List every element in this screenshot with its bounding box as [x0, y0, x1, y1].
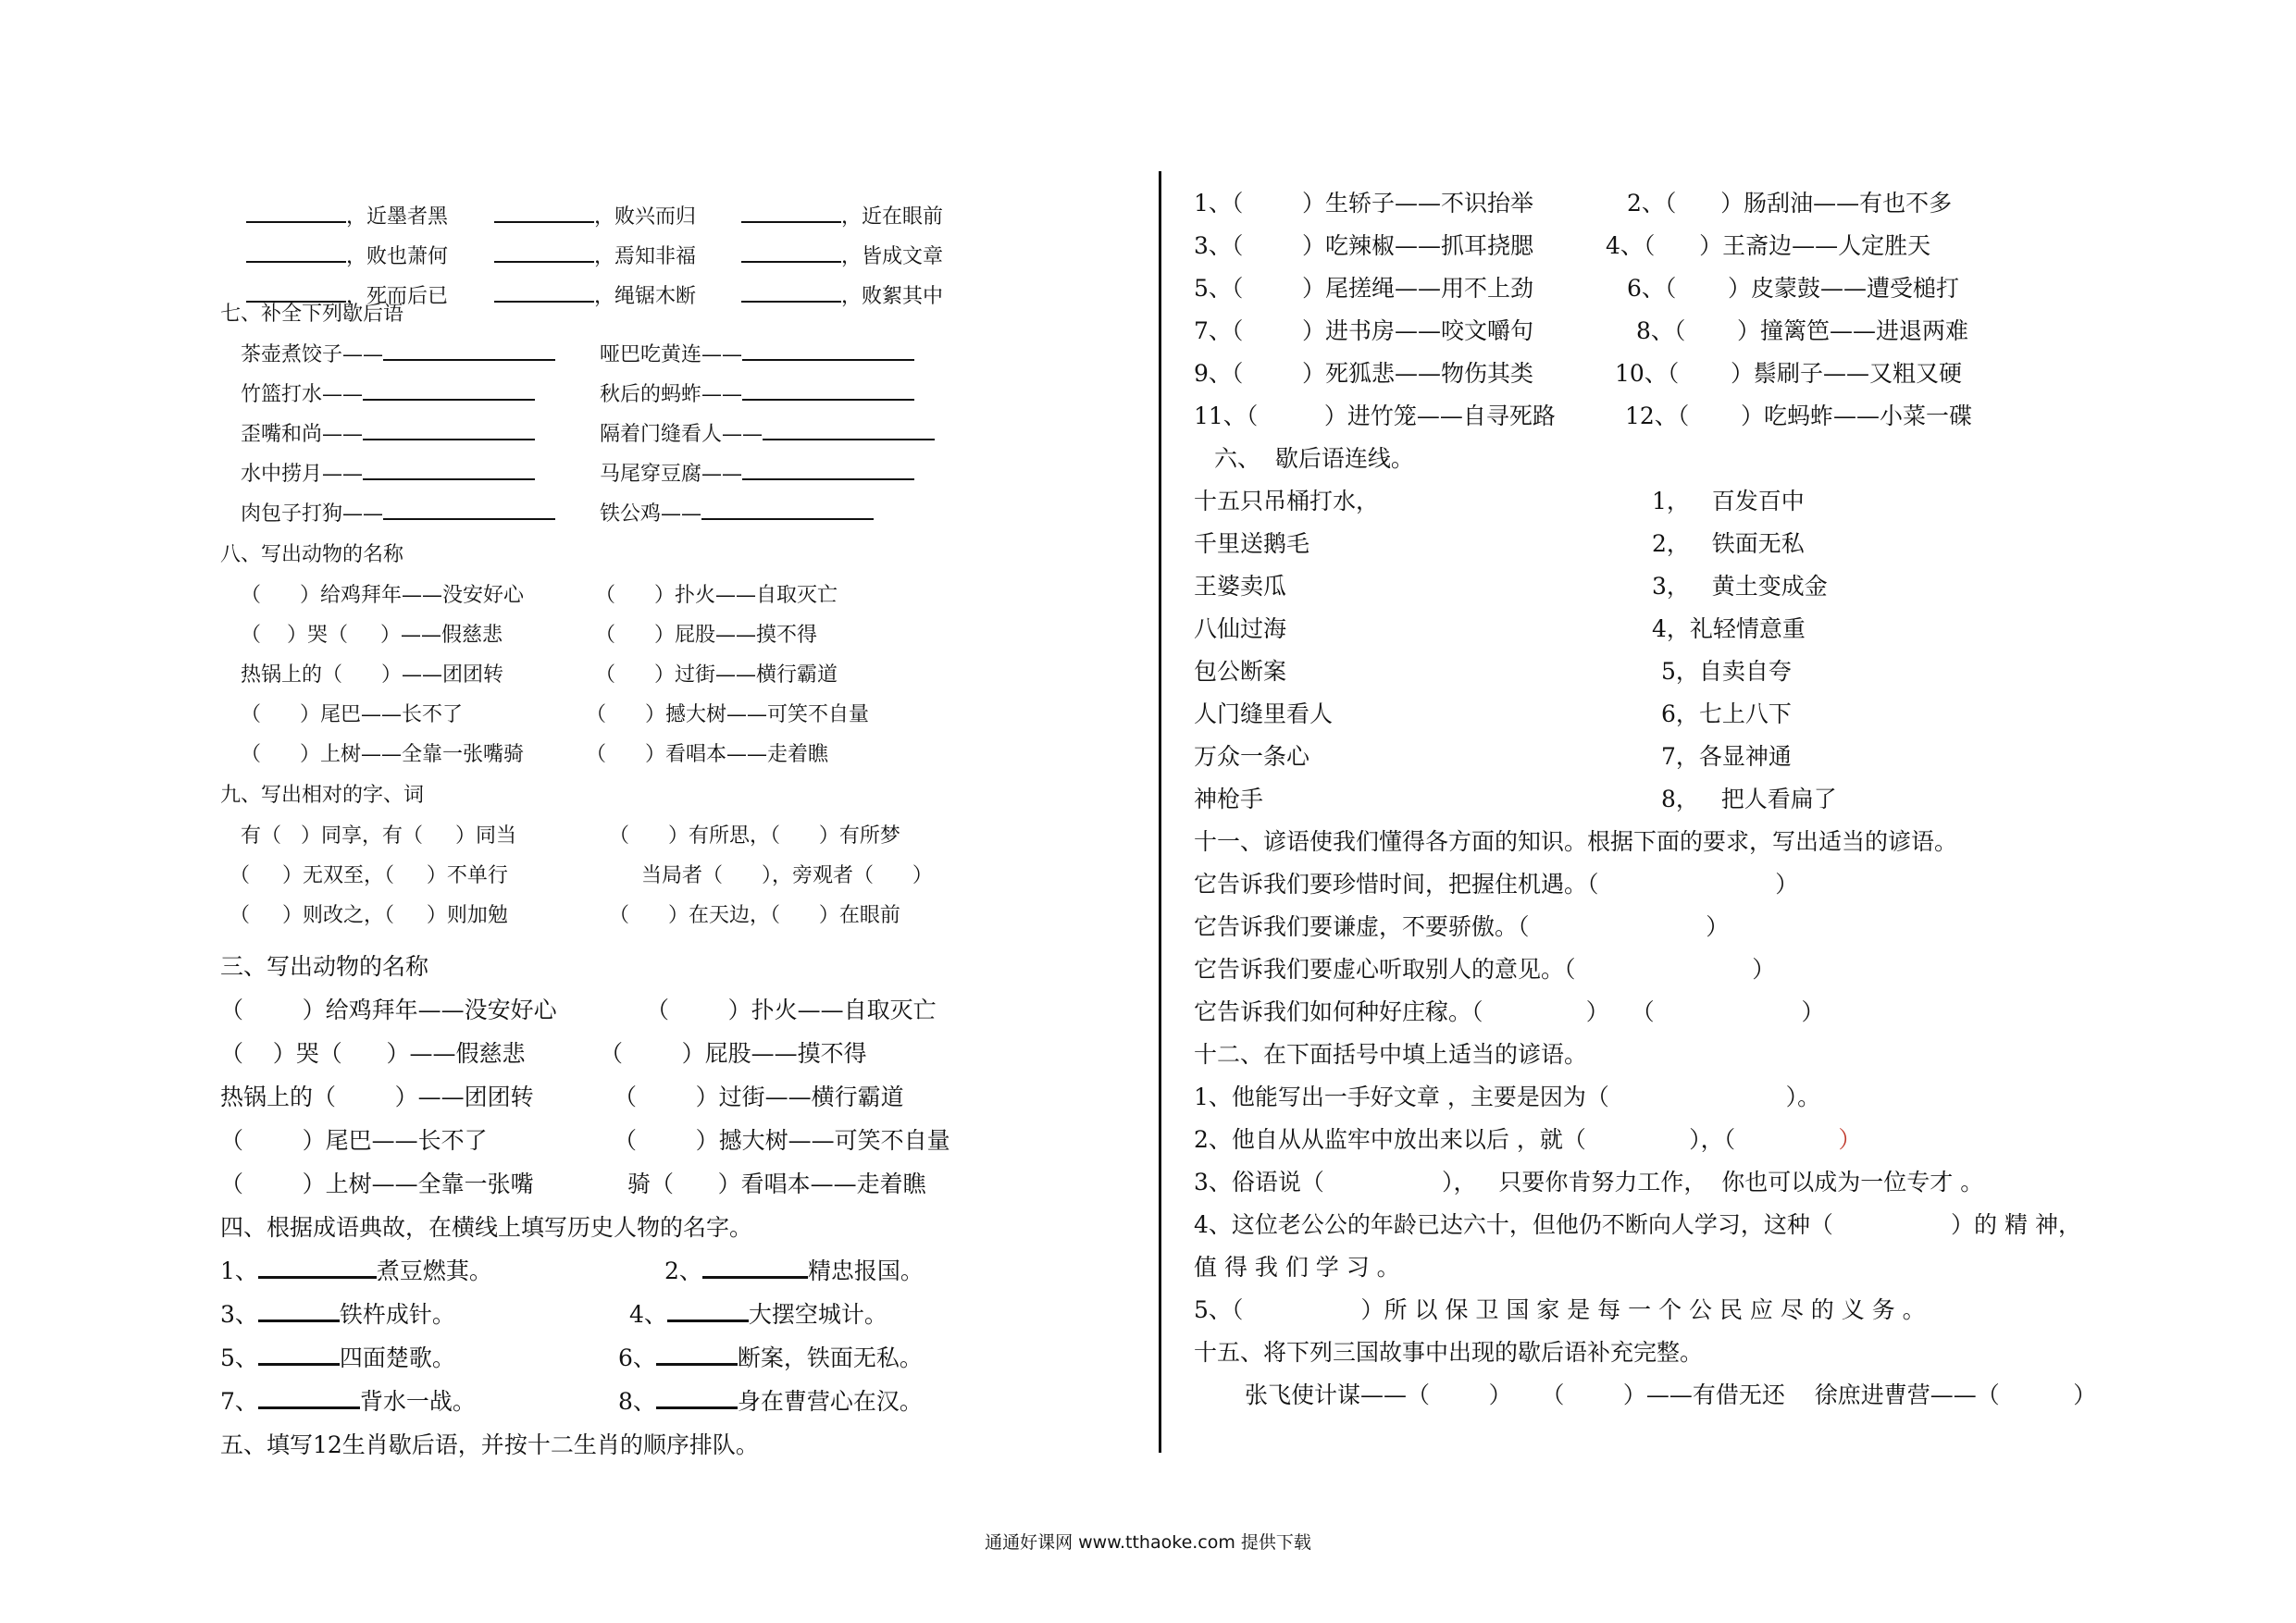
- three-kingdoms-line[interactable]: 张飞使计谋——（ ） （ ）——有借无还 徐庶进曹营——（ ）: [1245, 1381, 2097, 1408]
- animal-item[interactable]: （ ）撼大树——可笑不自量: [614, 1127, 950, 1154]
- animal-item[interactable]: （ ）上树——全靠一张嘴: [220, 1171, 534, 1197]
- match-right[interactable]: 8， 把人看扁了: [1661, 786, 1837, 812]
- zodiac-item[interactable]: 7、（ ）进书房——咬文嚼句: [1194, 317, 1533, 344]
- animal-item[interactable]: （ ）过街——横行霸道: [595, 663, 838, 687]
- saying-item: 茶壶煮饺子——: [241, 339, 555, 367]
- idiom-text: ，败兴而归: [593, 205, 696, 229]
- zodiac-item[interactable]: 1、（ ）生轿子——不识抬举: [1194, 190, 1533, 217]
- animal-item[interactable]: 热锅上的（ ）——团团转: [241, 663, 503, 687]
- history-item: 5、 四面楚歌。: [220, 1344, 455, 1371]
- match-left[interactable]: 包公断案: [1194, 658, 1287, 685]
- match-right[interactable]: 4，礼轻情意重: [1652, 615, 1806, 642]
- history-item: 3、 铁杵成针。: [220, 1301, 455, 1328]
- opposite-item[interactable]: （ ）无双至，（ ）不单行: [230, 864, 508, 887]
- match-left[interactable]: 千里送鹅毛: [1194, 530, 1310, 557]
- history-item: 6、 断案，铁面无私。: [618, 1344, 923, 1371]
- zodiac-item[interactable]: 12、（ ）吃蚂蚱——小菜一碟: [1625, 403, 1972, 429]
- zodiac-item[interactable]: 2、（ ）肠刮油——有也不多: [1627, 190, 1953, 217]
- animal-item[interactable]: （ ）尾巴——长不了: [220, 1127, 488, 1154]
- saying-item: 铁公鸡——: [600, 498, 874, 527]
- zodiac-item[interactable]: 11、（ ）进竹笼——自寻死路: [1194, 403, 1556, 429]
- answer-line[interactable]: [763, 420, 935, 440]
- proverb-question[interactable]: 它告诉我们要珍惜时间，把握住机遇。（ ）: [1194, 871, 1799, 898]
- saying-item: 竹篮打水——: [241, 378, 535, 407]
- section-title-5: 五、填写12生肖歇后语，并按十二生肖的顺序排队。: [220, 1431, 759, 1458]
- match-right[interactable]: 1， 百发百中: [1652, 488, 1805, 514]
- idiom-text: ，绳锯木断: [593, 285, 696, 308]
- name-blank[interactable]: [258, 1299, 340, 1322]
- idiom-text: ，焉知非福: [593, 245, 696, 268]
- answer-line[interactable]: [742, 380, 914, 401]
- animal-item[interactable]: （ ）屁股——摸不得: [595, 624, 817, 647]
- saying-item: 隔着门缝看人——: [600, 418, 935, 447]
- red-bracket: ）: [1838, 1126, 1862, 1153]
- match-left[interactable]: 万众一条心: [1194, 743, 1310, 770]
- proverb-question[interactable]: 它告诉我们要谦虚，不要骄傲。（ ）: [1194, 913, 1730, 940]
- match-left[interactable]: 人门缝里看人: [1194, 700, 1334, 727]
- answer-line[interactable]: [363, 460, 535, 480]
- saying-item: 水中捞月——: [241, 458, 535, 487]
- proverb-fill[interactable]: 1、他能写出一手好文章 ，主要是因为（ ）。: [1194, 1084, 1821, 1110]
- section-title-12: 十二、在下面括号中填上适当的谚语。: [1194, 1041, 1588, 1068]
- match-right[interactable]: 5，自卖自夸: [1661, 658, 1792, 685]
- history-item: 2、 精忠报国。: [664, 1258, 924, 1284]
- proverb-fill[interactable]: 3、俗语说（ ）， 只要你肯努力工作， 你也可以成为一位专才 。: [1194, 1169, 1984, 1196]
- match-left[interactable]: 神枪手: [1194, 786, 1264, 812]
- section-title-4: 四、根据成语典故，在横线上填写历史人物的名字。: [220, 1214, 753, 1241]
- name-blank[interactable]: [656, 1386, 738, 1409]
- idiom-text: ，死而后已: [345, 285, 448, 308]
- animal-item[interactable]: （ ）哭（ ）——假慈悲: [241, 624, 503, 647]
- zodiac-item[interactable]: 10、（ ）鬃刷子——又粗又硬: [1615, 360, 1962, 387]
- proverb-fill-cont: 值 得 我 们 学 习 。: [1194, 1254, 1400, 1281]
- animal-item[interactable]: （ ）过街——横行霸道: [614, 1084, 904, 1110]
- zodiac-item[interactable]: 8、（ ）撞篱笆——进退两难: [1636, 317, 1969, 344]
- section-title-15: 十五、将下列三国故事中出现的歇后语补充完整。: [1194, 1339, 1704, 1366]
- idiom-row: [715, 257, 943, 332]
- idiom-row: [468, 257, 696, 332]
- animal-item[interactable]: （ ）给鸡拜年——没安好心: [241, 584, 524, 607]
- animal-item[interactable]: 骑（ ）看唱本——走着瞧: [627, 1171, 926, 1197]
- proverb-question[interactable]: 它告诉我们要虚心听取别人的意见。（ ）: [1194, 956, 1776, 983]
- match-right[interactable]: 3， 黄土变成金: [1652, 573, 1828, 600]
- animal-item[interactable]: （ ）扑火——自取灭亡: [595, 584, 838, 607]
- animal-item[interactable]: （ ）尾巴——长不了: [241, 703, 463, 726]
- match-left[interactable]: 王婆卖瓜: [1194, 573, 1287, 600]
- footer-credit: 通通好课网 www.tthaoke.com 提供下载: [985, 1532, 1311, 1553]
- animal-item[interactable]: （ ）哭（ ）——假慈悲: [220, 1040, 526, 1067]
- fill-blank[interactable]: [741, 282, 841, 303]
- name-blank[interactable]: [258, 1386, 360, 1409]
- opposite-item[interactable]: 当局者（ ），旁观者（ ）: [641, 864, 933, 887]
- name-blank[interactable]: [702, 1256, 808, 1279]
- saying-item: 歪嘴和尚——: [241, 418, 535, 447]
- animal-item[interactable]: （ ）撼大树——可笑不自量: [586, 703, 869, 726]
- opposite-item[interactable]: （ ）有所思，（ ）有所梦: [609, 824, 900, 848]
- animal-item[interactable]: （ ）给鸡拜年——没安好心: [220, 997, 557, 1023]
- animal-item[interactable]: 热锅上的（ ）——团团转: [220, 1084, 534, 1110]
- history-item: 8、 身在曹营心在汉。: [618, 1388, 923, 1415]
- proverb-fill[interactable]: 4、这位老公公的年龄已达六十，但他仍不断向人学习，这种（ ）的 精 神，: [1194, 1211, 2081, 1238]
- answer-line[interactable]: [742, 341, 914, 361]
- answer-line[interactable]: [383, 341, 555, 361]
- section-title-6: 六、 歇后语连线。: [1214, 445, 1414, 472]
- name-blank[interactable]: [258, 1343, 340, 1366]
- opposite-item[interactable]: （ ）在天边，（ ）在眼前: [609, 904, 900, 927]
- saying-item: 哑巴吃黄连——: [600, 339, 914, 367]
- section-title-3: 三、写出动物的名称: [220, 953, 429, 980]
- column-divider: [1159, 171, 1161, 1453]
- idiom-text: ，近墨者黑: [345, 205, 448, 229]
- zodiac-item[interactable]: 3、（ ）吃辣椒——抓耳挠腮: [1194, 232, 1533, 259]
- name-blank[interactable]: [656, 1343, 738, 1366]
- history-item: 4、 大摆空城计。: [629, 1301, 887, 1328]
- section-title-8: 八、写出动物的名称: [220, 543, 404, 566]
- opposite-item[interactable]: 有（ ）同享，有（ ）同当: [241, 824, 516, 848]
- name-blank[interactable]: [667, 1299, 749, 1322]
- zodiac-item[interactable]: 9、（ ）死狐悲——物伤其类: [1194, 360, 1533, 387]
- match-left[interactable]: 十五只吊桶打水，: [1194, 488, 1380, 514]
- match-right[interactable]: 2， 铁面无私: [1652, 530, 1805, 557]
- idiom-text: ，败絮其中: [840, 285, 943, 308]
- name-blank[interactable]: [258, 1256, 377, 1279]
- proverb-question[interactable]: 它告诉我们如何种好庄稼。（ ） （ ）: [1194, 998, 1825, 1025]
- idiom-text: ，败也萧何: [345, 245, 448, 268]
- match-right[interactable]: 6，七上八下: [1661, 700, 1792, 727]
- saying-item: 肉包子打狗——: [241, 498, 555, 527]
- animal-item[interactable]: （ ）上树——全靠一张嘴骑: [241, 743, 524, 766]
- animal-item[interactable]: （ ）扑火——自取灭亡: [646, 997, 937, 1023]
- match-left[interactable]: 八仙过海: [1194, 615, 1287, 642]
- section-title-11: 十一、谚语使我们懂得各方面的知识。根据下面的要求，写出适当的谚语。: [1194, 828, 1958, 855]
- section-title-7: 七、补全下列歇后语: [220, 303, 404, 326]
- animal-item[interactable]: （ ）屁股——摸不得: [600, 1040, 867, 1067]
- idiom-text: ，近在眼前: [840, 205, 943, 229]
- answer-line[interactable]: [363, 380, 535, 401]
- proverb-fill[interactable]: 2、他自从从监牢中放出来以后 ，就（ ），（ ）: [1194, 1126, 1862, 1153]
- zodiac-item[interactable]: 5、（ ）尾搓绳——用不上劲: [1194, 275, 1533, 302]
- answer-line[interactable]: [701, 500, 874, 520]
- saying-item: 秋后的蚂蚱——: [600, 378, 914, 407]
- section-title-9: 九、写出相对的字、词: [220, 784, 425, 807]
- opposite-item[interactable]: （ ）则改之，（ ）则加勉: [230, 904, 508, 927]
- saying-item: 马尾穿豆腐——: [600, 458, 914, 487]
- history-item: 7、 背水一战。: [220, 1388, 476, 1415]
- answer-line[interactable]: [383, 500, 555, 520]
- match-right[interactable]: 7，各显神通: [1661, 743, 1792, 770]
- answer-line[interactable]: [742, 460, 914, 480]
- zodiac-item[interactable]: 6、（ ）皮蒙鼓——遭受槌打: [1627, 275, 1960, 302]
- history-item: 1、 煮豆燃萁。: [220, 1258, 492, 1284]
- answer-line[interactable]: [363, 420, 535, 440]
- zodiac-item[interactable]: 4、（ ）王斋边——人定胜天: [1606, 232, 1931, 259]
- animal-item[interactable]: （ ）看唱本——走着瞧: [586, 743, 828, 766]
- idiom-text: ，皆成文章: [840, 245, 943, 268]
- proverb-fill[interactable]: 5、（ ）所 以 保 卫 国 家 是 每 一 个 公 民 应 尽 的 义 务 。: [1194, 1296, 1926, 1323]
- fill-blank[interactable]: [494, 282, 594, 303]
